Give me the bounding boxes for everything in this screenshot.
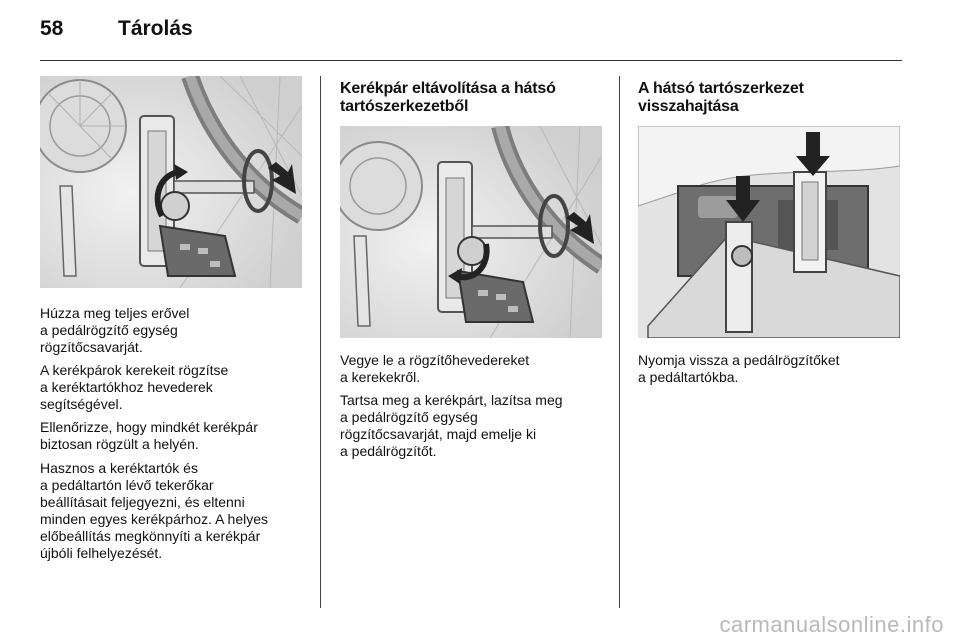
paragraph-1-2: A kerékpárok kerekeit rögzítse a keréktartókhoz hevederek segítségével. — [40, 362, 229, 412]
column-divider-left — [320, 76, 321, 608]
bicycle-removal-icon — [340, 126, 602, 338]
removal-heading: Kerékpár eltávolítása a hátsó tartószerkezetből — [340, 80, 556, 115]
removal-figure — [340, 126, 602, 338]
watermark: carmanualsonline.info — [719, 612, 944, 637]
paragraph-2-1: Vegye le a rögzítőhevedereket a kerekekről. — [340, 352, 530, 385]
fold-back-figure — [638, 126, 900, 338]
paragraph-1-3: Ellenőrizze, hogy mindkét kerékpár biztosan rögzült a helyén. — [40, 419, 258, 452]
paragraph-1-1: Húzza meg teljes erővel a pedálrögzítő egység rögzítőcsavarját. — [40, 305, 190, 355]
page-number: 58 — [40, 17, 64, 40]
bicycle-pedal-clamp-icon — [40, 76, 302, 288]
paragraph-1-4: Hasznos a keréktartók és a pedáltartón lévő tekerőkar beállításait feljegyezni, és eltenni minden egyes kerékpárhoz. A helyes előbeállítás megkönnyíti a kerékpár újbóli felhelyezését. — [40, 460, 269, 561]
section-title: Tárolás — [118, 17, 193, 40]
header-divider — [40, 60, 902, 61]
fold-back-heading: A hátsó tartószerkezet visszahajtása — [638, 80, 804, 115]
pedal-clamp-figure — [40, 76, 302, 288]
paragraph-3-1: Nyomja vissza a pedálrögzítőket a pedáltartókba. — [638, 352, 840, 385]
paragraph-2-2: Tartsa meg a kerékpárt, lazítsa meg a pedálrögzítő egység rögzítőcsavarját, majd emelje ki a pedálrögzítőt. — [340, 392, 563, 459]
column-divider-right — [619, 76, 620, 608]
carrier-fold-back-icon — [638, 126, 900, 338]
